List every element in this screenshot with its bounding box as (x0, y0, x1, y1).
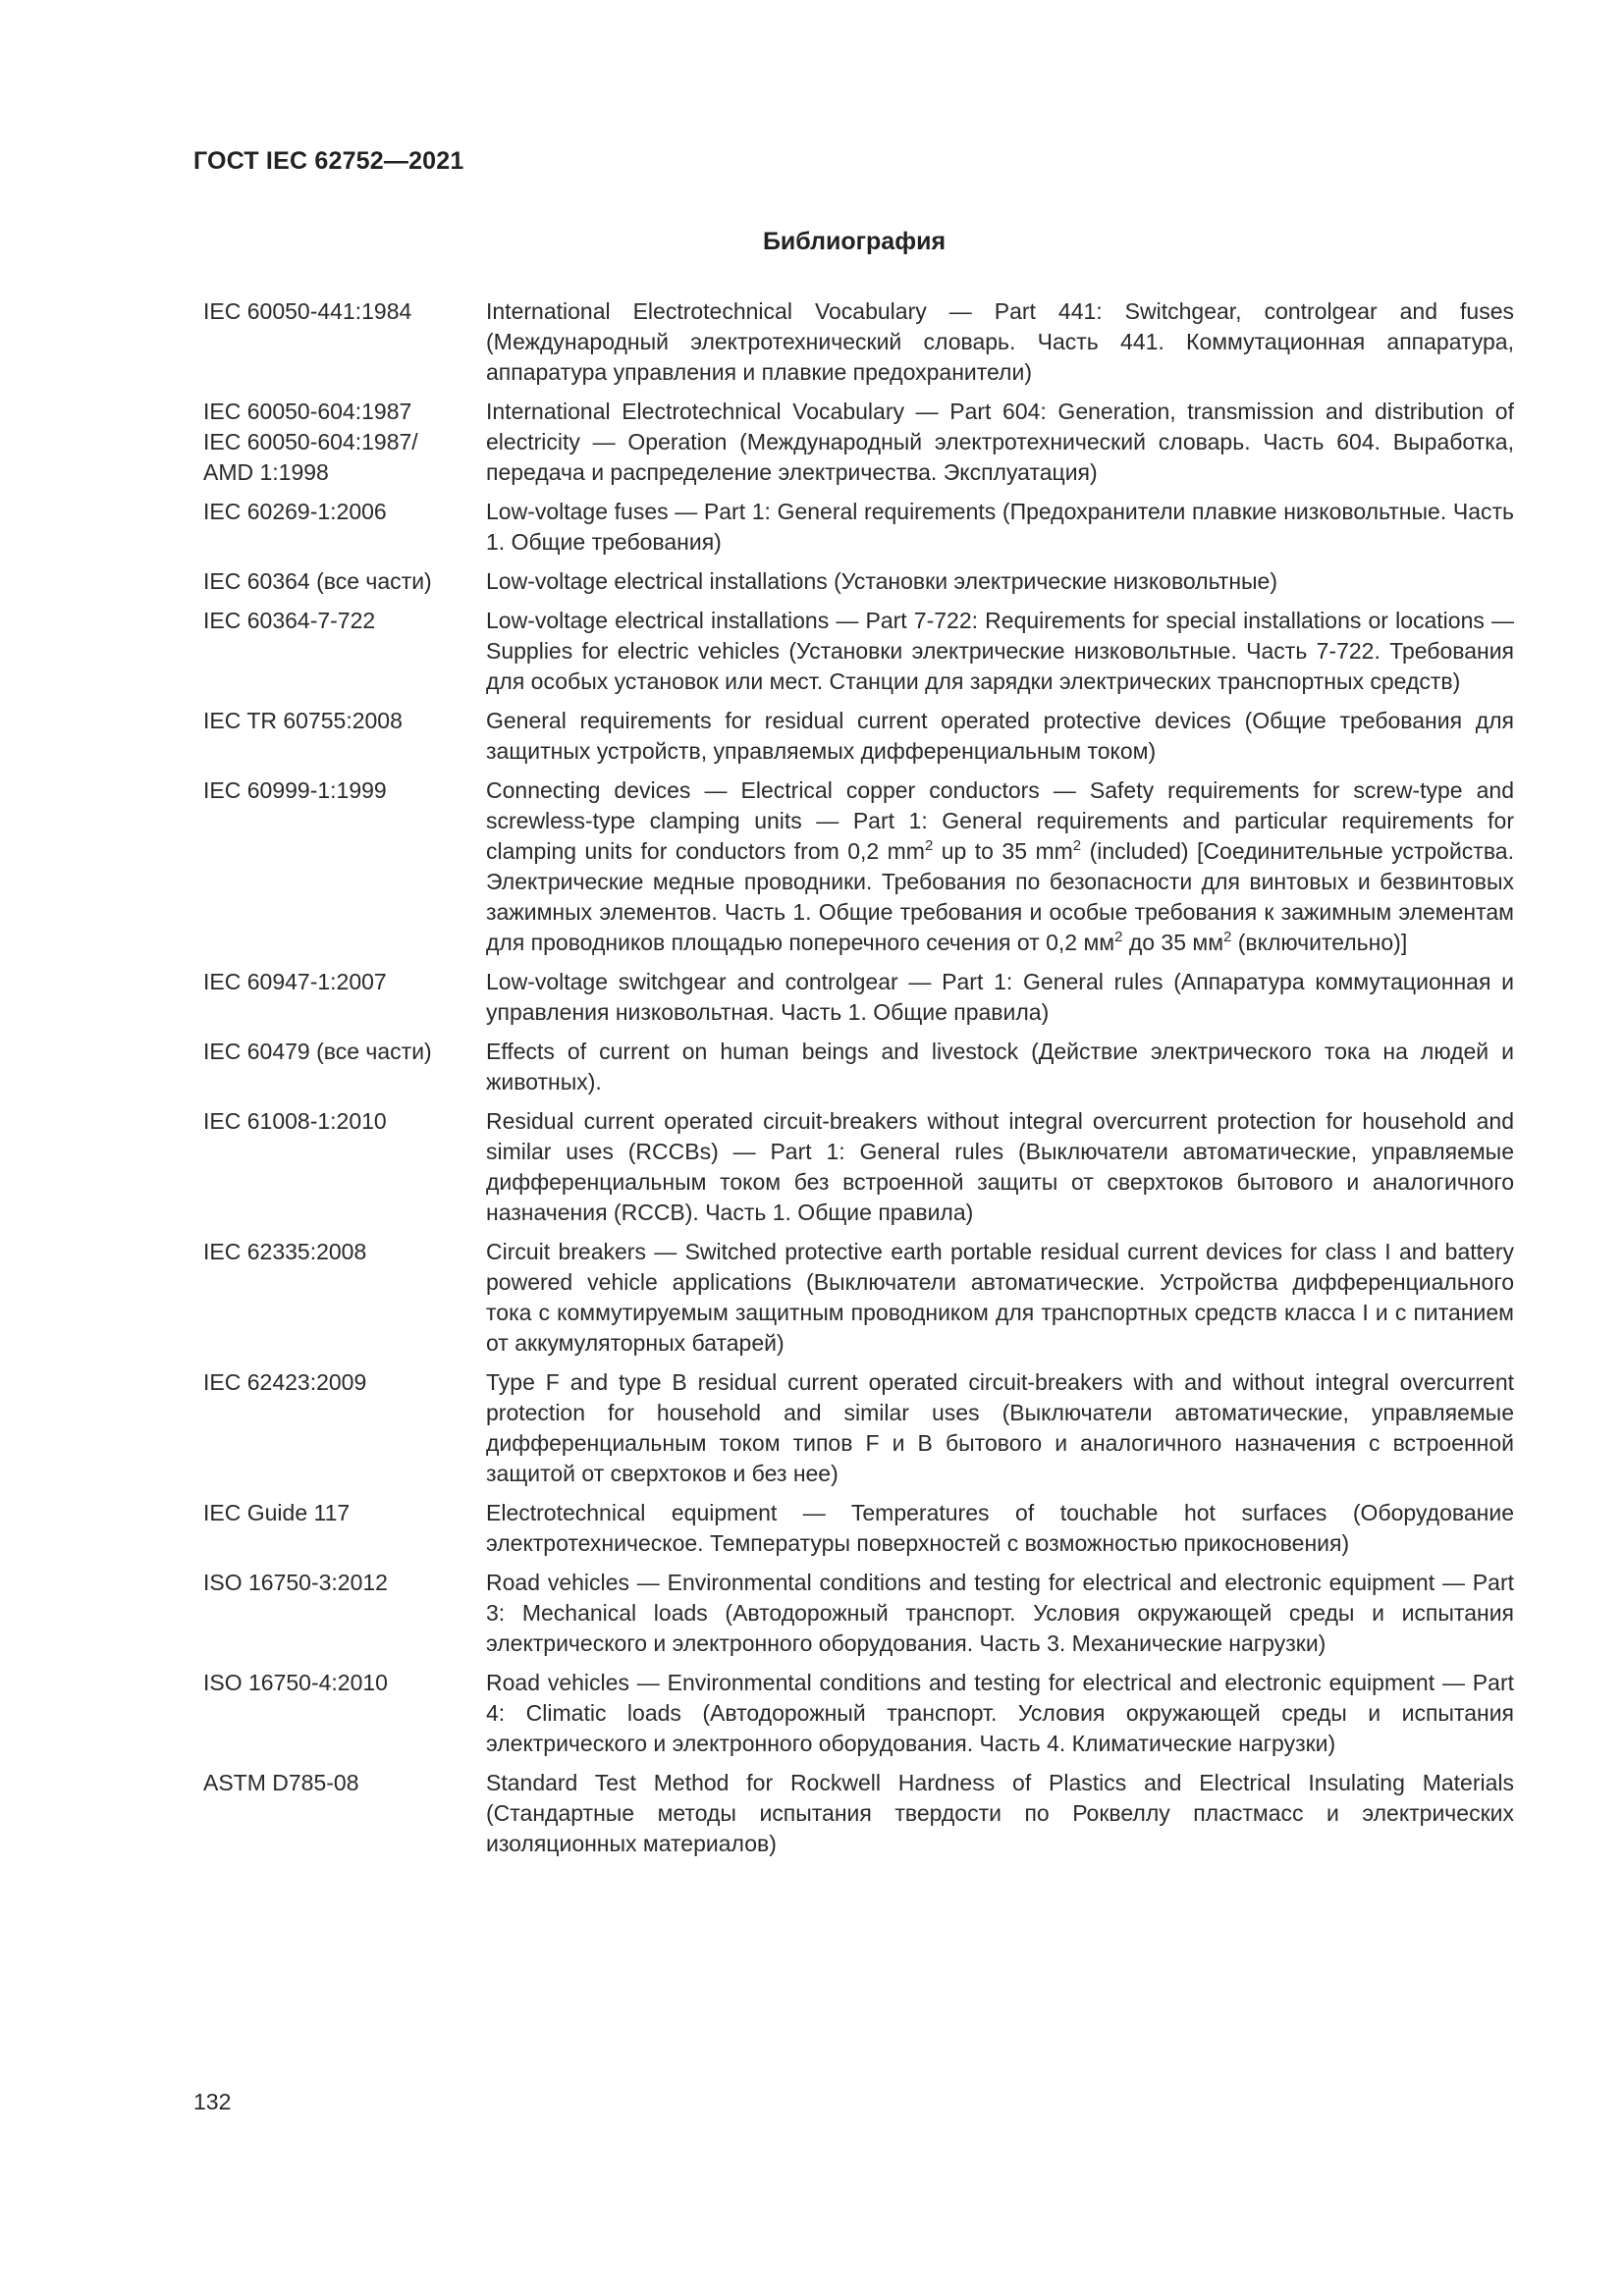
reference-description: Residual current operated circuit-breakers without integral overcurrent protection for household and similar uses (RCCBs) — Part 1: General rules (Выключатели автоматические, управляемые дифференциальным током без встроенной защиты от сверхтоков бытового и аналогичного назначения (RCCB). Часть 1. Общие правила) (486, 1108, 1514, 1225)
bibliography-entry (203, 1237, 1514, 1359)
reference-description: Electrotechnical equipment — Temperatures of touchable hot surfaces (Оборудование электротехническое. Температуры поверхностей с возможностью прикосновения) (486, 1500, 1514, 1556)
reference-description: International Electrotechnical Vocabulary — Part 441: Switchgear, controlgear and fuses (Международный электротехнический словарь. Часть 441. Коммутационная аппаратура, аппаратура управления и плавкие предохранители) (486, 298, 1514, 385)
reference-id: IEC 60050-441:1984 (203, 298, 412, 324)
reference-description: Low-voltage electrical installations — Part 7-722: Requirements for special installations or locations — Supplies for electric vehicles (Установки электрические низковольтные. Часть 7-722. Требования для особых установок или мест. Станции для зарядки электрических транспортных средств) (486, 608, 1514, 694)
reference-id: IEC 60269-1:2006 (203, 499, 387, 524)
reference-description: General requirements for residual current operated protective devices (Общие требования для защитных устройств, управляемых дифференциальным током) (486, 708, 1514, 764)
bibliography-list (203, 296, 1514, 1868)
reference-id: IEC 61008-1:2010 (203, 1108, 387, 1134)
bibliography-entry (203, 1037, 1514, 1097)
reference-description: Low-voltage fuses — Part 1: General requirements (Предохранители плавкие низковольтные. Часть 1. Общие требования) (486, 499, 1514, 555)
reference-description: International Electrotechnical Vocabulary — Part 604: Generation, transmission and distribution of electricity — Operation (Международный электротехнический словарь. Часть 604. Выработка, передача и распределение электричества. Эксплуатация) (486, 399, 1514, 485)
description-text: Connecting devices — Electrical copper conductors — Safety requirements for screw-type and screwless-type clamping units — Part 1: General requirements and particular requirements for clamping units for conductors from 0,2 mm (486, 777, 1514, 864)
description-text: (included) [Соединительные устройства. Электрические медные проводники. Требования по безопасности для винтовых и безвинтовых зажимных элементов. Часть 1. Общие требования и особые требования к зажимным элементам для проводников площадью поперечного сечения от 0,2 мм (486, 838, 1514, 955)
reference-description: Low-voltage switchgear and controlgear — Part 1: General rules (Аппаратура коммутационная и управления низковольтная. Часть 1. Общие правила) (486, 969, 1514, 1025)
reference-description: Type F and type B residual current operated circuit-breakers with and without integral overcurrent protection for household and similar uses (Выключатели автоматические, управляемые дифференциальным током типов F и B бытового и аналогичного назначения с встроенной защитой от сверхтоков и без нее) (486, 1369, 1514, 1486)
reference-description: Low-voltage electrical installations (Установки электрические низковольтные) (486, 568, 1278, 594)
bibliography-entry (203, 1106, 1514, 1228)
bibliography-entry (203, 296, 1514, 388)
bibliography-entry (203, 775, 1514, 958)
reference-description: Standard Test Method for Rockwell Hardness of Plastics and Electrical Insulating Materials (Стандартные методы испытания твердости по Роквеллу пластмасс и электрических изоляционных материалов) (486, 1770, 1514, 1856)
reference-id: IEC Guide 117 (203, 1500, 351, 1525)
reference-id: IEC 60364-7-722 (203, 608, 376, 633)
reference-description: Road vehicles — Environmental conditions and testing for electrical and electronic equipment — Part 4: Climatic loads (Автодорожный транспорт. Условия окружающей среды и испытания электрического и электронного оборудования. Часть 4. Климатические нагрузки) (486, 1670, 1514, 1756)
reference-id: IEC 62423:2009 (203, 1369, 367, 1395)
document-id: ГОСТ IEC 62752—2021 (193, 147, 464, 175)
superscript: 2 (1223, 929, 1232, 945)
description-text: up to 35 mm (933, 838, 1073, 864)
reference-id: IEC 60479 (все части) (203, 1039, 432, 1064)
reference-id: ASTM D785-08 (203, 1770, 359, 1795)
bibliography-entry (203, 967, 1514, 1028)
superscript: 2 (1072, 837, 1082, 854)
section-title: Библиография (762, 228, 947, 255)
reference-description: Effects of current on human beings and livestock (Действие электрического тока на людей и животных). (486, 1039, 1514, 1095)
reference-description: Circuit breakers — Switched protective earth portable residual current devices for class I and battery powered vehicle applications (Выключатели автоматические. Устройства дифференциального тока с коммутируемым защитным проводником для транспортных средств класса I и с питанием от аккумуляторных батарей) (486, 1239, 1514, 1356)
page-number: 132 (193, 2089, 232, 2114)
reference-description: Road vehicles — Environmental conditions and testing for electrical and electronic equipment — Part 3: Mechanical loads (Автодорожный транспорт. Условия окружающей среды и испытания электрического и электронного оборудования. Часть 3. Механические нагрузки) (486, 1570, 1514, 1656)
bibliography-entry (203, 397, 1514, 488)
superscript: 2 (1114, 929, 1123, 945)
bibliography-entry (203, 1367, 1514, 1489)
reference-id: IEC 60947-1:2007 (203, 969, 387, 994)
bibliography-entry (203, 606, 1514, 697)
bibliography-entry (203, 497, 1514, 558)
reference-description (486, 775, 1514, 958)
bibliography-entry (203, 1668, 1514, 1759)
superscript: 2 (924, 837, 934, 854)
description-text: до 35 мм (1122, 930, 1224, 955)
bibliography-entry (203, 706, 1514, 767)
reference-id: IEC TR 60755:2008 (203, 708, 403, 733)
reference-id: ISO 16750-4:2010 (203, 1670, 388, 1695)
bibliography-entry (203, 566, 1514, 597)
reference-id: IEC 60999-1:1999 (203, 777, 387, 803)
reference-id: ISO 16750-3:2012 (203, 1570, 388, 1595)
bibliography-entry (203, 1498, 1514, 1559)
description-text: (включительно)] (1231, 930, 1408, 955)
bibliography-entry (203, 1568, 1514, 1659)
bibliography-entry (203, 1768, 1514, 1859)
reference-id: IEC 60364 (все части) (203, 568, 432, 594)
reference-id: IEC 60050-604:1987 IEC 60050-604:1987/ AMD 1:1998 (203, 399, 418, 485)
reference-id: IEC 62335:2008 (203, 1239, 367, 1264)
